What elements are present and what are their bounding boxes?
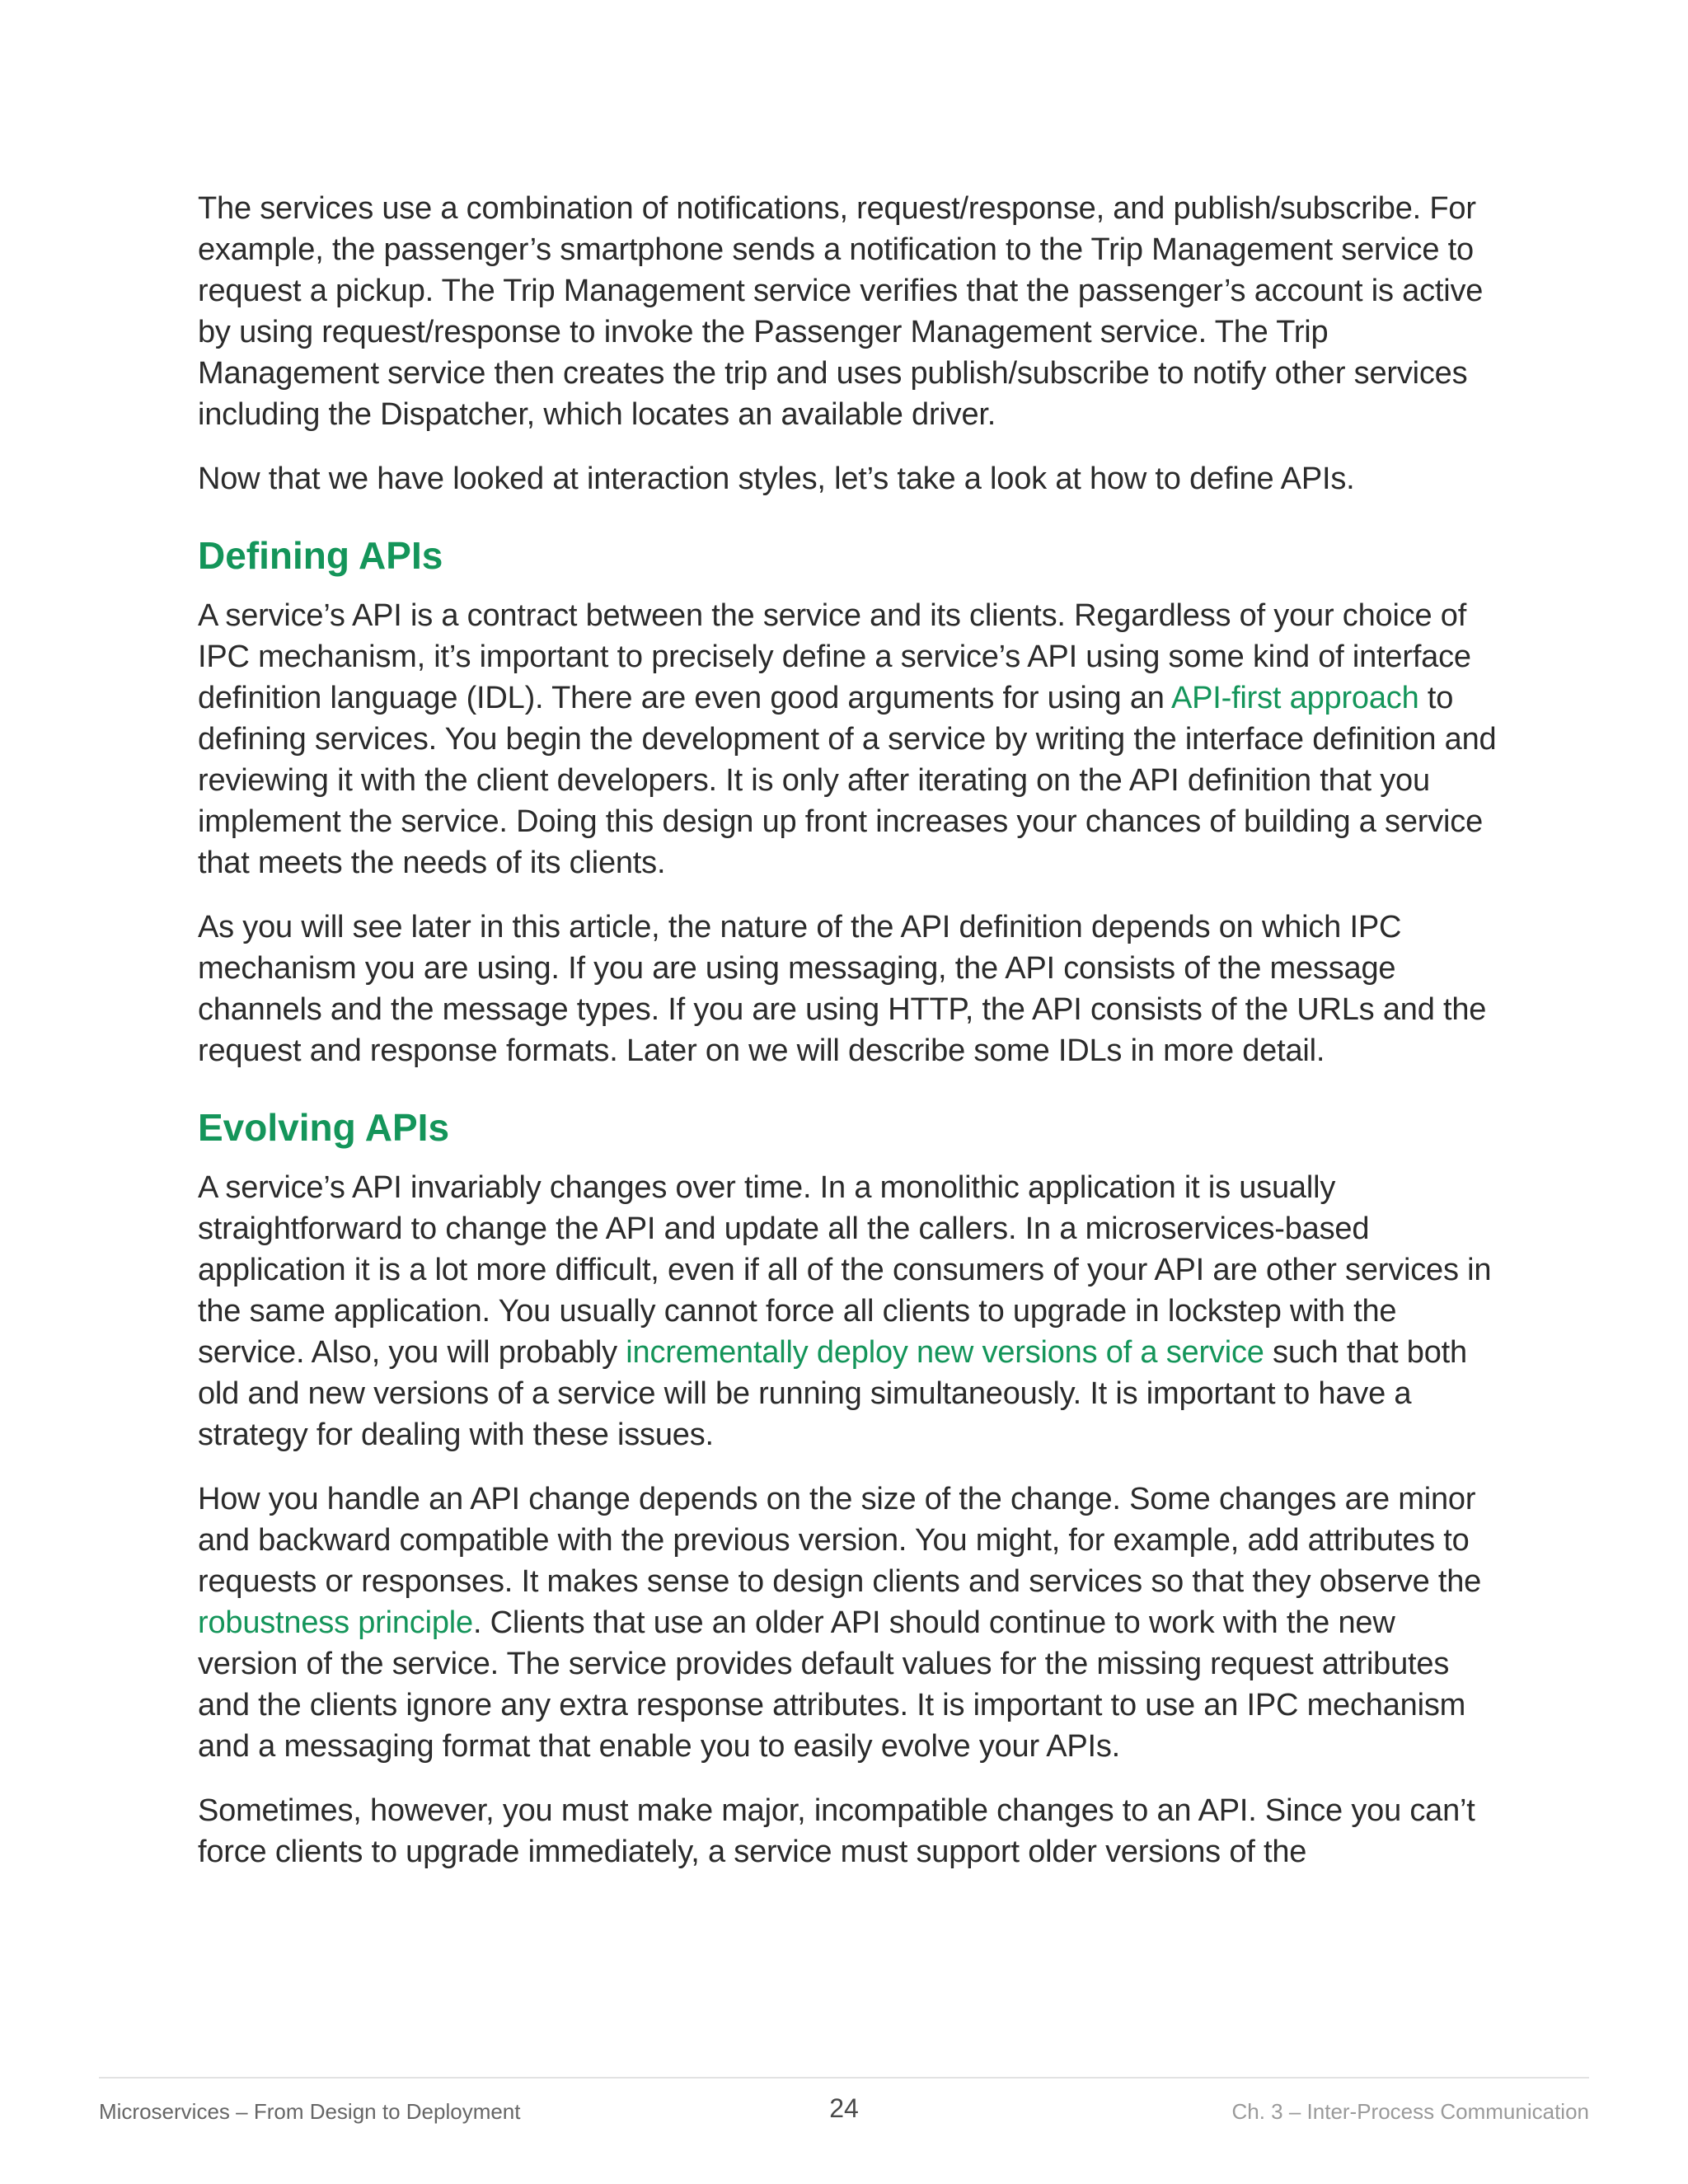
paragraph-text: A service’s API invariably changes over time. In a monolithic application it is usually straightforward to change the API and update all the callers. In a microservices-based application it is a lot more difficult, even if all of the consumers of your API are other services in the same application. You usually cannot force all clients to upgrade in lockstep with the service. Also, you will probably (198, 1170, 1492, 1370)
page-footer (99, 2077, 1589, 2128)
paragraph-text: How you handle an API change depends on the size of the change. Some changes are minor and backward compatible with the previous version. You might, for example, add attributes to requests or responses. It makes sense to design clients and services so that they observe the (198, 1482, 1482, 1599)
link-api-first-approach[interactable]: API-first approach (1170, 681, 1419, 715)
paragraph-api-change-handling (198, 1479, 1500, 1767)
paragraph-api-changes (198, 1167, 1500, 1455)
paragraph-text: A service’s API is a contract between the service and its clients. Regardless of your choice of IPC mechanism, it’s important to precisely define a service’s API using some kind of interface definition language (IDL). There are even good arguments for using an (198, 598, 1471, 715)
paragraph-text: . Clients that use an older API should continue to work with the new version of the service. The service provides default values for the missing request attributes and the clients ignore any extra response attributes. It is important to use an IPC mechanism and a messaging format that enable you to easily evolve your APIs. (198, 1605, 1466, 1764)
footer-chapter: Ch. 3 – Inter-Process Communication (1231, 2099, 1589, 2124)
heading-evolving-apis: Evolving APIs (198, 1106, 450, 1149)
link-robustness-principle[interactable]: robustness principle (198, 1605, 473, 1640)
footer-book-title: Microservices – From Design to Deployment (99, 2099, 521, 2124)
paragraph-major-changes: Sometimes, however, you must make major, incompatible changes to an API. Since you can’t force clients to upgrade immediately, a service must support older versions of the (198, 1793, 1475, 1869)
paragraph-api-definition: As you will see later in this article, the nature of the API definition depends on which IPC mechanism you are using. If you are using messaging, the API consists of the message channels and the message types. If you are using HTTP, the API consists of the URLs and the request and response formats. Later on we will describe some IDLs in more detail. (198, 910, 1487, 1068)
page-content (198, 188, 1500, 1896)
paragraph-text: to defining services. You begin the development of a service by writing the interface definition and reviewing it with the client developers. It is only after iterating on the API definition that you implement the service. Doing this design up front increases your chances of building a service that meets the needs of its clients. (198, 681, 1497, 880)
paragraph-api-contract (198, 595, 1500, 883)
paragraph-text: such that both old and new versions of a service will be running simultaneously. It is important to have a strategy for dealing with these issues. (198, 1335, 1467, 1452)
heading-defining-apis: Defining APIs (198, 534, 443, 577)
paragraph-interaction-example: The services use a combination of notifications, request/response, and publish/subscribe. For example, the passenger’s smartphone sends a notification to the Trip Management service to request a pickup. The Trip Management service verifies that the passenger’s account is active by using request/response to invoke the Passenger Management service. The Trip Management service then creates the trip and uses publish/subscribe to notify other services including the Dispatcher, which locates an available driver. (198, 191, 1484, 432)
footer-page-number: 24 (829, 2093, 859, 2123)
paragraph-transition: Now that we have looked at interaction styles, let’s take a look at how to define APIs. (198, 462, 1355, 496)
link-incremental-deploy[interactable]: incrementally deploy new versions of a service (626, 1335, 1264, 1370)
